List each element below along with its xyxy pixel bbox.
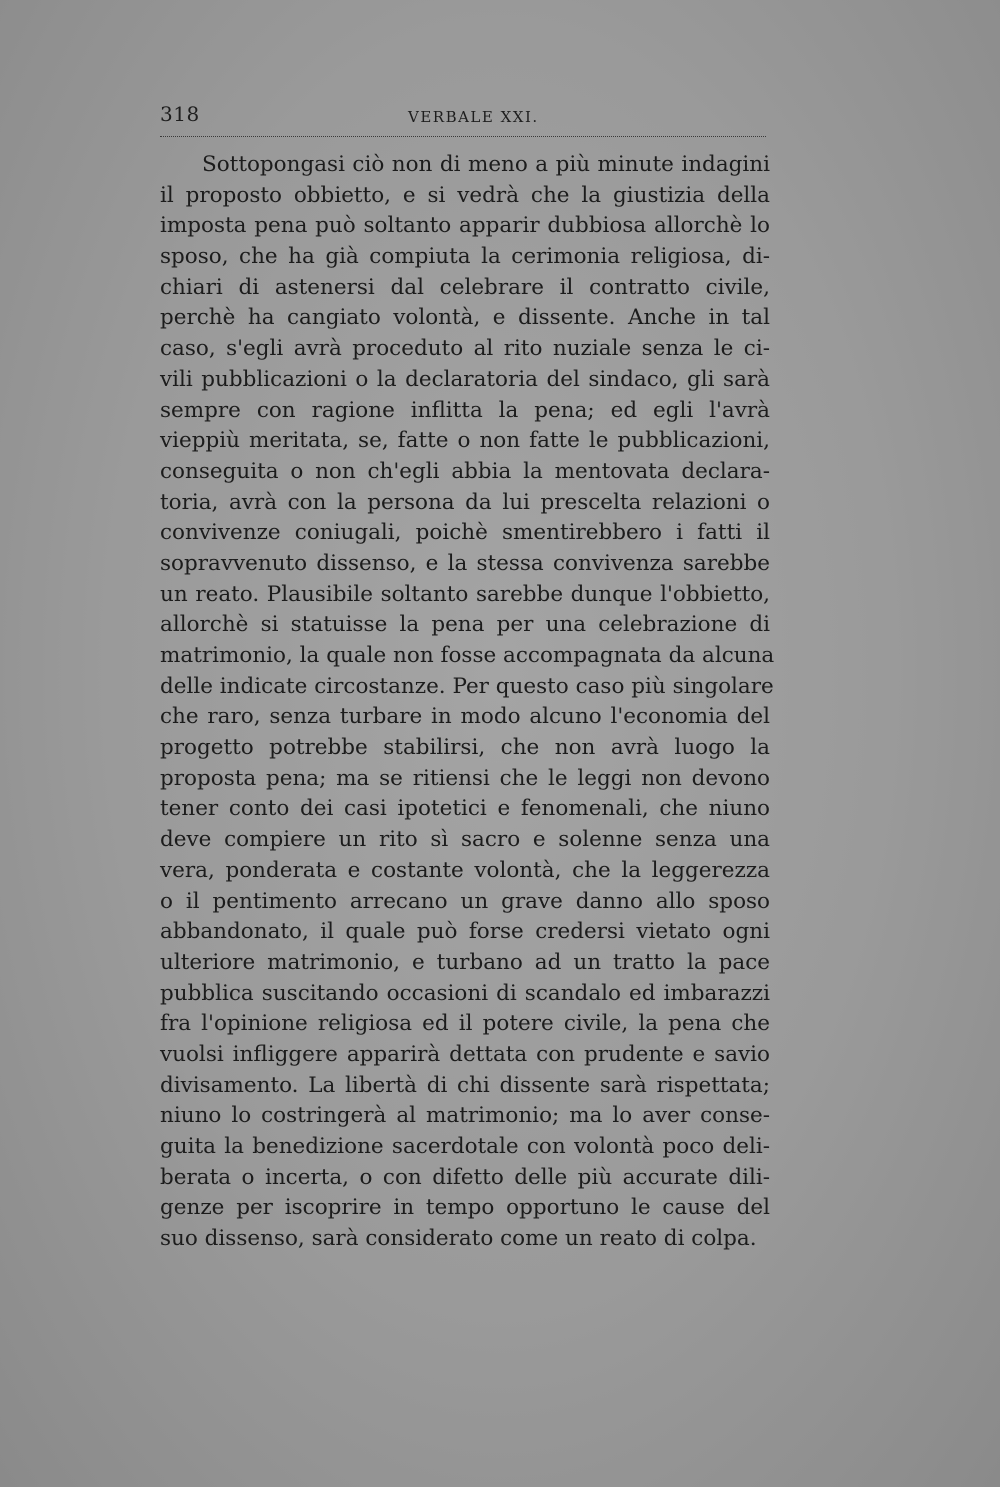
text-line: deve compiere un rito sì sacro e solenne senza una — [160, 827, 770, 853]
text-line: o il pentimento arrecano un grave danno allo sposo — [160, 888, 770, 914]
text-line: perchè ha cangiato volontà, e dissente. Anche in tal — [160, 305, 770, 331]
text-line: toria, avrà con la persona da lui prescelta relazioni o — [160, 489, 770, 515]
text-line: che raro, senza turbare in modo alcuno l'economia del — [160, 704, 770, 730]
text-line: vera, ponderata e costante volontà, che la leggerezza — [160, 857, 770, 883]
text-line: allorchè si statuisse la pena per una celebrazione di — [160, 612, 770, 638]
text-line: Sottopongasi ciò non di meno a più minute indagini — [202, 152, 770, 177]
text-line: abbandonato, il quale può forse credersi vietato ogni — [160, 919, 770, 945]
text-line: tener conto dei casi ipotetici e fenomenali, che niuno — [160, 796, 770, 822]
text-line: vili pubblicazioni o la declaratoria del sindaco, gli sarà — [160, 366, 770, 392]
text-line: chiari di astenersi dal celebrare il contratto civile, — [160, 274, 770, 300]
text-line: progetto potrebbe stabilirsi, che non avrà luogo la — [160, 735, 770, 761]
text-line: ulteriore matrimonio, e turbano ad un tratto la pace — [160, 949, 770, 975]
text-line: sposo, che ha già compiuta la cerimonia religiosa, di- — [160, 244, 770, 270]
page-header — [160, 100, 766, 137]
text-line: divisamento. La libertà di chi dissente sarà rispettata; — [160, 1072, 770, 1098]
text-line: fra l'opinione religiosa ed il potere civile, la pena che — [160, 1011, 770, 1037]
text-line: vuolsi infliggere apparirà dettata con prudente e savio — [160, 1041, 770, 1067]
text-line: convivenze coniugali, poichè smentirebbero i fatti il — [160, 520, 770, 546]
text-line: genze per iscoprire in tempo opportuno le cause del — [160, 1195, 770, 1221]
text-line: berata o incerta, o con difetto delle più accurate dili- — [160, 1164, 770, 1190]
text-line: un reato. Plausibile soltanto sarebbe dunque l'obbietto, — [160, 581, 770, 607]
text-line: il proposto obbietto, e si vedrà che la giustizia della — [160, 182, 770, 208]
text-line: conseguita o non ch'egli abbia la mentovata declara- — [160, 458, 770, 484]
text-line: pubblica suscitando occasioni di scandalo ed imbarazzi — [160, 980, 770, 1006]
text-line: guita la benedizione sacerdotale con volontà poco deli- — [160, 1134, 770, 1159]
text-line: proposta pena; ma se ritiensi che le leggi non devono — [160, 765, 770, 791]
text-line: sopravvenuto dissenso, e la stessa convivenza sarebbe — [160, 550, 770, 576]
text-line: caso, s'egli avrà proceduto al rito nuziale senza le ci- — [160, 336, 770, 362]
text-line: imposta pena può soltanto apparir dubbiosa allorchè lo — [160, 213, 770, 239]
body-paragraph — [160, 150, 775, 1255]
page-number: 318 — [160, 102, 200, 126]
running-head: VERBALE XXI. — [408, 108, 539, 126]
text-line: delle indicate circostanze. Per questo caso più singolare — [160, 673, 774, 699]
text-line: vieppiù meritata, se, fatte o non fatte le pubblicazioni, — [160, 428, 770, 454]
text-line: niuno lo costringerà al matrimonio; ma lo aver conse- — [160, 1103, 770, 1129]
text-line: suo dissenso, sarà considerato come un reato di colpa. — [160, 1226, 757, 1252]
text-line: sempre con ragione inflitta la pena; ed egli l'avrà — [160, 397, 770, 423]
text-line: matrimonio, la quale non fosse accompagnata da alcuna — [160, 643, 775, 668]
